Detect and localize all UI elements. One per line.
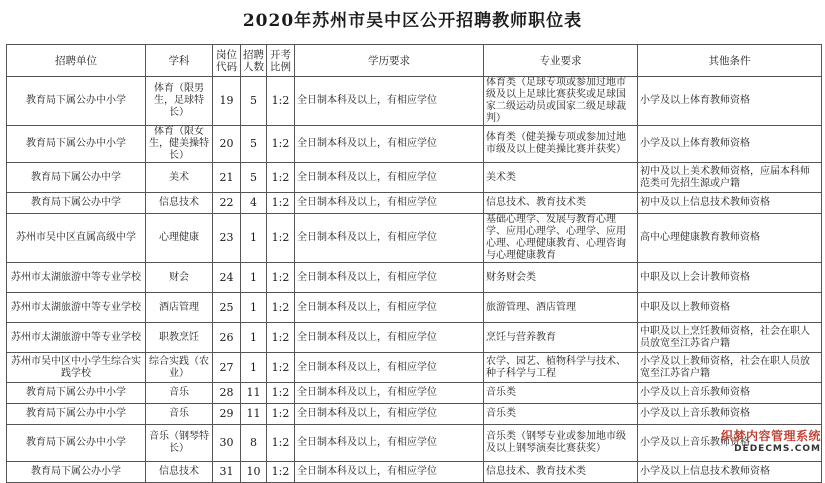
- cell-subject: 音乐（钢琴特长）: [146, 425, 213, 462]
- cell-count: 1: [241, 214, 267, 263]
- cell-other: 小学及以上音乐教师资格: [638, 425, 822, 462]
- table-header-row: [7, 45, 822, 77]
- cell-count: 5: [241, 77, 267, 126]
- cell-unit: 教育局下属公办小学: [7, 462, 146, 483]
- cell-ratio: 1:2: [267, 383, 295, 404]
- header-subject: 学科: [146, 45, 213, 77]
- cell-major: 音乐类（钢琴专业或参加地市级及以上钢琴演奏比赛获奖）: [484, 425, 638, 462]
- cell-ratio: 1:2: [267, 126, 295, 163]
- cell-ratio: 1:2: [267, 462, 295, 483]
- cell-other: 小学及以上体育教师资格: [638, 126, 822, 163]
- cell-education: 全日制本科及以上，有相应学位: [295, 323, 484, 353]
- cell-major: 烹饪与营养教育: [484, 323, 638, 353]
- cell-ratio: 1:2: [267, 404, 295, 425]
- cell-other: 高中心理健康教育教师资格: [638, 214, 822, 263]
- cell-ratio: 1:2: [267, 77, 295, 126]
- cell-education: 全日制本科及以上，有相应学位: [295, 425, 484, 462]
- cell-ratio: 1:2: [267, 193, 295, 214]
- cell-unit: 苏州市太湖旅游中等专业学校: [7, 293, 146, 323]
- cell-unit: 苏州市吴中区直属高级中学: [7, 214, 146, 263]
- cell-major: 财务财会类: [484, 263, 638, 293]
- cell-subject: 信息技术: [146, 193, 213, 214]
- table-row: [7, 353, 822, 383]
- cell-code: 25: [213, 293, 241, 323]
- watermark-title: 织梦内容管理系统: [720, 429, 821, 443]
- table-row: [7, 126, 822, 163]
- cell-count: 8: [241, 425, 267, 462]
- cell-major: 美术类: [484, 163, 638, 193]
- cell-code: 27: [213, 353, 241, 383]
- table-row: [7, 404, 822, 425]
- cell-other: 小学及以上体育教师资格: [638, 77, 822, 126]
- cell-major: 旅游管理、酒店管理: [484, 293, 638, 323]
- cell-subject: 财会: [146, 263, 213, 293]
- cell-ratio: 1:2: [267, 263, 295, 293]
- cell-subject: 音乐: [146, 383, 213, 404]
- cell-education: 全日制本科及以上，有相应学位: [295, 193, 484, 214]
- cell-subject: 职教烹饪: [146, 323, 213, 353]
- header-ratio: 开考比例: [267, 45, 295, 77]
- header-count: 招聘人数: [241, 45, 267, 77]
- cell-major: 体育类（健美操专项或参加过地市级及以上健美操比赛并获奖）: [484, 126, 638, 163]
- cell-major: 农学、园艺、植物科学与技术、种子科学与工程: [484, 353, 638, 383]
- cell-education: 全日制本科及以上，有相应学位: [295, 293, 484, 323]
- cell-unit: 教育局下属公办中小学: [7, 425, 146, 462]
- cell-major: 音乐类: [484, 404, 638, 425]
- cell-count: 1: [241, 323, 267, 353]
- cell-education: 全日制本科及以上，有相应学位: [295, 263, 484, 293]
- cell-other: 小学及以上音乐教师资格: [638, 383, 822, 404]
- table-row: [7, 214, 822, 263]
- cell-code: 26: [213, 323, 241, 353]
- table-row: [7, 323, 822, 353]
- cell-code: 21: [213, 163, 241, 193]
- cell-subject: 信息技术: [146, 462, 213, 483]
- watermark-domain: DEDECMS.COM: [734, 444, 821, 454]
- cell-subject: 音乐: [146, 404, 213, 425]
- cell-unit: 教育局下属公办中小学: [7, 126, 146, 163]
- table-row: [7, 293, 822, 323]
- cell-code: 23: [213, 214, 241, 263]
- cell-count: 5: [241, 163, 267, 193]
- cell-code: 19: [213, 77, 241, 126]
- cell-unit: 苏州市太湖旅游中等专业学校: [7, 323, 146, 353]
- cell-ratio: 1:2: [267, 323, 295, 353]
- cell-subject: 酒店管理: [146, 293, 213, 323]
- cell-unit: 教育局下属公办中学: [7, 193, 146, 214]
- cell-subject: 体育（限男生，足球特长）: [146, 77, 213, 126]
- header-code: 岗位代码: [213, 45, 241, 77]
- header-unit: 招聘单位: [7, 45, 146, 77]
- cell-other: 初中及以上美术教师资格，应届本科师范类可先招生源或户籍: [638, 163, 822, 193]
- header-major: 专业要求: [484, 45, 638, 77]
- table-row: [7, 77, 822, 126]
- cell-count: 5: [241, 126, 267, 163]
- cell-education: 全日制本科及以上，有相应学位: [295, 404, 484, 425]
- cell-major: 信息技术、教育技术类: [484, 193, 638, 214]
- cell-count: 1: [241, 263, 267, 293]
- cell-subject: 体育（限女生，健美操特长）: [146, 126, 213, 163]
- table-row: [7, 193, 822, 214]
- cell-ratio: 1:2: [267, 163, 295, 193]
- table-row: [7, 263, 822, 293]
- cell-count: 10: [241, 462, 267, 483]
- cell-other: 中职及以上会计教师资格: [638, 263, 822, 293]
- cell-ratio: 1:2: [267, 293, 295, 323]
- cell-code: 22: [213, 193, 241, 214]
- cell-code: 28: [213, 383, 241, 404]
- cell-major: 基础心理学、发展与教育心理学、应用心理学、心理学、应用心理、心理健康教育、心理咨询与心理健康教育: [484, 214, 638, 263]
- cell-count: 4: [241, 193, 267, 214]
- cell-education: 全日制本科及以上，有相应学位: [295, 163, 484, 193]
- cell-education: 全日制本科及以上，有相应学位: [295, 353, 484, 383]
- cell-education: 全日制本科及以上，有相应学位: [295, 462, 484, 483]
- cell-education: 全日制本科及以上，有相应学位: [295, 383, 484, 404]
- cell-code: 30: [213, 425, 241, 462]
- table-row: [7, 462, 822, 483]
- cell-major: 体育类（足球专项或参加过地市级及以上足球比赛获奖或足球国家二级运动员或国家二级足球裁判）: [484, 77, 638, 126]
- cell-subject: 心理健康: [146, 214, 213, 263]
- cell-count: 1: [241, 353, 267, 383]
- cell-major: 音乐类: [484, 383, 638, 404]
- table-row: [7, 163, 822, 193]
- cell-count: 11: [241, 383, 267, 404]
- cell-major: 信息技术、教育技术类: [484, 462, 638, 483]
- cell-other: 小学及以上信息技术教师资格: [638, 462, 822, 483]
- cell-subject: 综合实践（农业）: [146, 353, 213, 383]
- cell-unit: 教育局下属公办中小学: [7, 383, 146, 404]
- table-row: [7, 425, 822, 462]
- cell-unit: 教育局下属公办中小学: [7, 77, 146, 126]
- cell-code: 24: [213, 263, 241, 293]
- cell-other: 初中及以上信息技术教师资格: [638, 193, 822, 214]
- cell-unit: 教育局下属公办中小学: [7, 404, 146, 425]
- cell-code: 20: [213, 126, 241, 163]
- cell-other: 小学及以上教师资格，社会在职人员放宽至江苏省户籍: [638, 353, 822, 383]
- cell-unit: 教育局下属公办中学: [7, 163, 146, 193]
- cell-ratio: 1:2: [267, 214, 295, 263]
- positions-table: [6, 44, 822, 483]
- cell-ratio: 1:2: [267, 353, 295, 383]
- watermark: [721, 427, 821, 454]
- cell-other: 小学及以上音乐教师资格: [638, 404, 822, 425]
- header-education: 学历要求: [295, 45, 484, 77]
- cell-count: 11: [241, 404, 267, 425]
- cell-code: 31: [213, 462, 241, 483]
- cell-other: 中职及以上烹饪教师资格，社会在职人员放宽至江苏省户籍: [638, 323, 822, 353]
- cell-education: 全日制本科及以上，有相应学位: [295, 126, 484, 163]
- cell-unit: 苏州市吴中区中小学生综合实践学校: [7, 353, 146, 383]
- cell-education: 全日制本科及以上，有相应学位: [295, 77, 484, 126]
- header-other: 其他条件: [638, 45, 822, 77]
- cell-ratio: 1:2: [267, 425, 295, 462]
- cell-other: 中职及以上教师资格: [638, 293, 822, 323]
- cell-unit: 苏州市太湖旅游中等专业学校: [7, 263, 146, 293]
- page-title: 2020年苏州市吴中区公开招聘教师职位表: [242, 11, 583, 31]
- cell-code: 29: [213, 404, 241, 425]
- table-row: [7, 383, 822, 404]
- cell-count: 1: [241, 293, 267, 323]
- cell-education: 全日制本科及以上，有相应学位: [295, 214, 484, 263]
- cell-subject: 美术: [146, 163, 213, 193]
